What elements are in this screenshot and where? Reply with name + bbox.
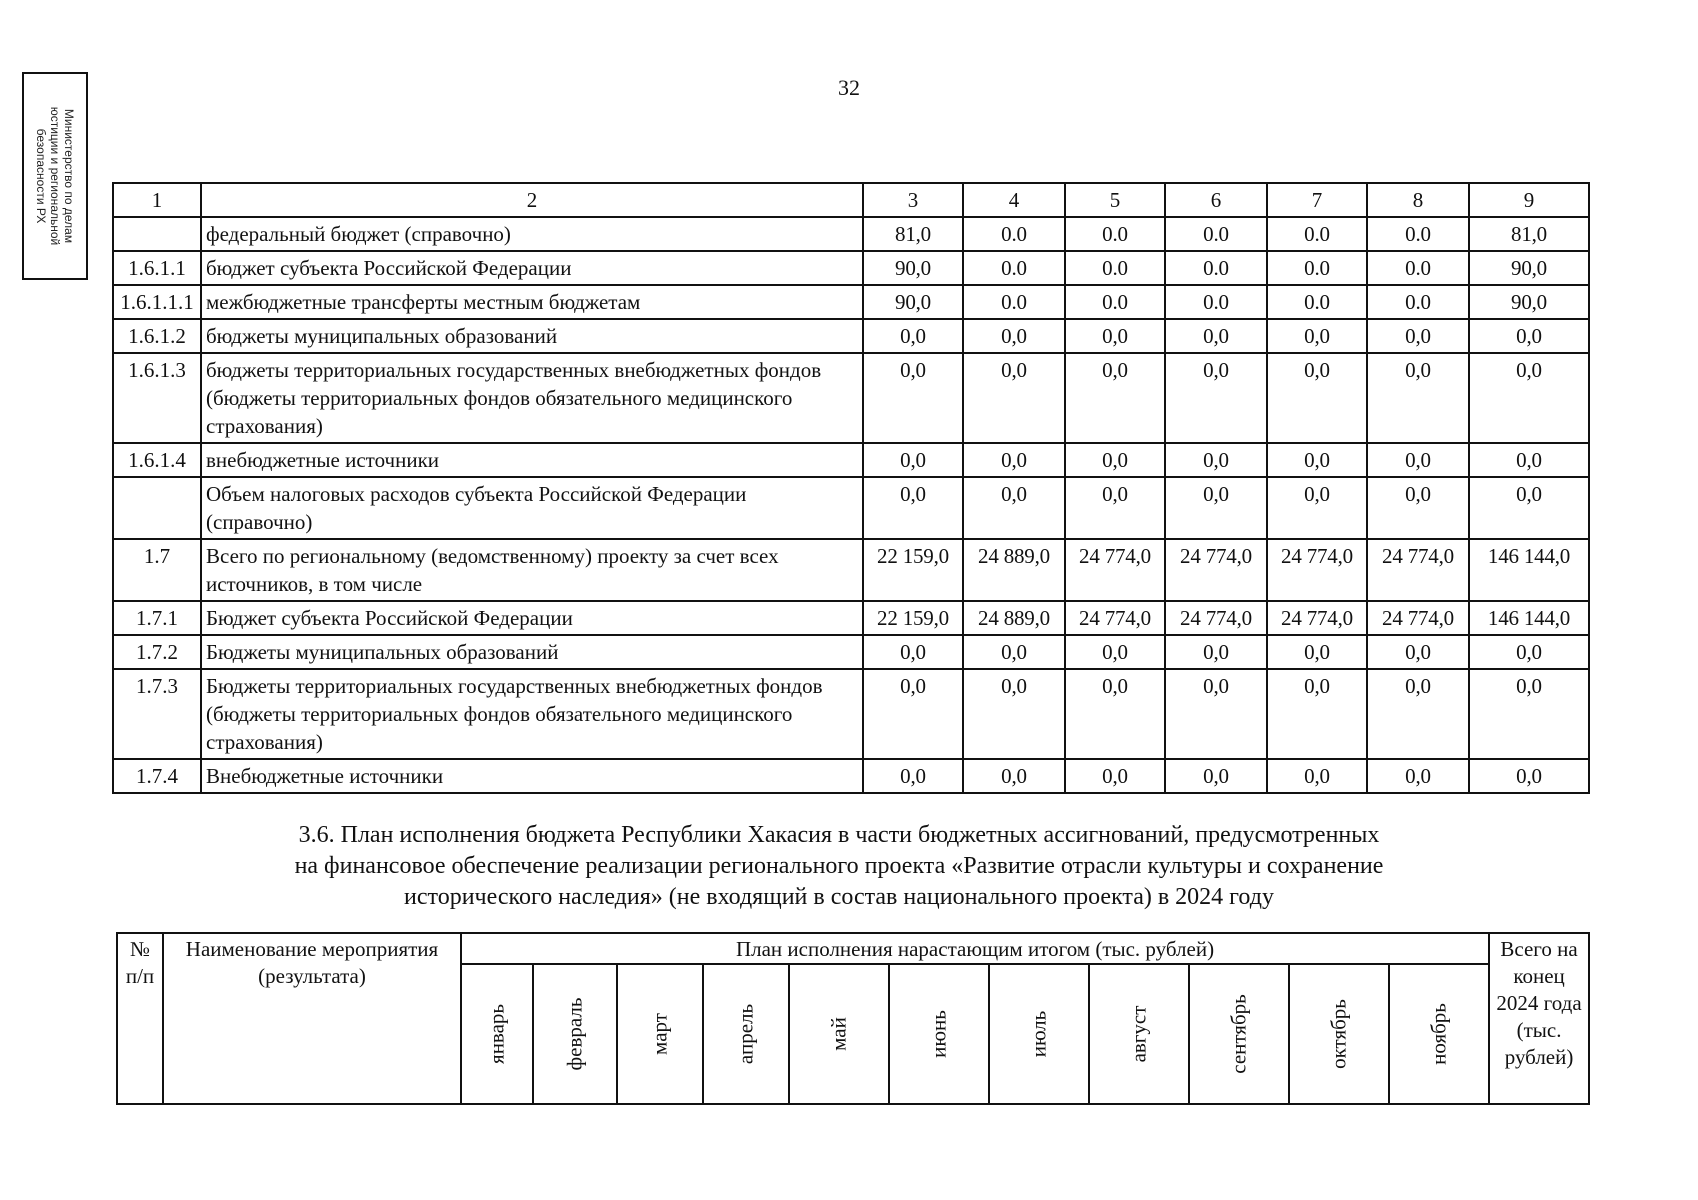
header-number: № п/п [117,933,163,1104]
row-value: 24 774,0 [1267,601,1367,635]
row-code: 1.6.1.4 [113,443,201,477]
row-value: 0,0 [963,319,1065,353]
row-value: 0,0 [863,443,963,477]
row-value: 0,0 [1065,353,1165,443]
column-number-header: 2 [201,183,863,217]
row-name: Бюджеты территориальных государственных внебюджетных фондов (бюджеты территориальных фондов обязательного медицинского страхования) [201,669,863,759]
row-value: 0,0 [863,669,963,759]
month-header [461,964,533,1104]
page-number: 32 [838,75,860,100]
header-total: Всего на конец 2024 года (тыс. рублей) [1489,933,1589,1104]
month-header [617,964,703,1104]
row-value: 0,0 [963,669,1065,759]
row-name: Бюджет субъекта Российской Федерации [201,601,863,635]
row-value: 0.0 [963,285,1065,319]
row-value: 0.0 [963,251,1065,285]
row-name: бюджеты муниципальных образований [201,319,863,353]
row-value: 0,0 [1367,353,1469,443]
month-label: январь [484,1004,509,1064]
row-name: бюджеты территориальных государственных внебюджетных фондов (бюджеты территориальных фондов обязательного медицинского страхования) [201,353,863,443]
row-value: 0,0 [863,353,963,443]
row-value: 0,0 [1367,669,1469,759]
registration-stamp [22,72,88,280]
table-row [113,669,1589,759]
table-row [113,217,1589,251]
stamp-line: безопасности РХ [34,128,48,224]
column-number-header: 8 [1367,183,1469,217]
column-number-header: 6 [1165,183,1267,217]
stamp-text [34,78,76,274]
row-value: 0,0 [1469,477,1589,539]
row-value: 0,0 [963,759,1065,793]
row-value: 0,0 [1267,353,1367,443]
header-row [113,183,1589,217]
row-value: 0,0 [1267,635,1367,669]
row-value: 0,0 [963,477,1065,539]
row-value: 0,0 [1065,319,1165,353]
row-value: 0,0 [1165,443,1267,477]
row-value: 81,0 [863,217,963,251]
month-header [789,964,889,1104]
row-code: 1.7.3 [113,669,201,759]
execution-plan-table [116,932,1590,1105]
row-value: 0,0 [1065,759,1165,793]
row-value: 0,0 [1267,443,1367,477]
month-header [989,964,1089,1104]
table-row [113,443,1589,477]
row-value: 0.0 [1065,285,1165,319]
section-title-line: 3.6. План исполнения бюджета Республики Хакасия в части бюджетных ассигнований, предусмотренных [298,822,1380,848]
row-value: 22 159,0 [863,539,963,601]
stamp-line: Министерство по делам [62,108,76,244]
table-row [113,539,1589,601]
row-name: Бюджеты муниципальных образований [201,635,863,669]
row-value: 0,0 [1267,477,1367,539]
table-row [113,601,1589,635]
row-name: межбюджетные трансферты местным бюджетам [201,285,863,319]
month-header [1089,964,1189,1104]
row-value: 0.0 [1065,217,1165,251]
row-value: 90,0 [1469,285,1589,319]
month-header [1289,964,1389,1104]
row-value: 0.0 [1165,251,1267,285]
row-value: 0.0 [1165,285,1267,319]
row-value: 0,0 [1367,635,1469,669]
header-activity-name: Наименование мероприятия (результата) [163,933,461,1104]
row-value: 24 774,0 [1165,539,1267,601]
row-value: 90,0 [863,285,963,319]
month-header [1389,964,1489,1104]
row-value: 0,0 [1065,443,1165,477]
row-value: 0,0 [1469,319,1589,353]
row-value: 24 774,0 [1367,601,1469,635]
row-value: 0.0 [1367,285,1469,319]
table-row [113,477,1589,539]
month-label: август [1126,1005,1151,1063]
row-value: 146 144,0 [1469,539,1589,601]
month-label: апрель [733,1003,758,1065]
row-name: Объем налоговых расходов субъекта Российской Федерации (справочно) [201,477,863,539]
row-value: 0,0 [863,319,963,353]
row-value: 0,0 [1367,319,1469,353]
row-value: 0.0 [1367,251,1469,285]
budget-sources-table [112,182,1590,794]
row-value: 24 774,0 [1367,539,1469,601]
row-value: 0,0 [1065,669,1165,759]
row-value: 0,0 [1165,759,1267,793]
row-value: 0,0 [863,477,963,539]
row-value: 0,0 [1367,443,1469,477]
month-label: октябрь [1326,999,1351,1069]
row-value: 0,0 [1469,443,1589,477]
row-value: 0,0 [963,353,1065,443]
row-value: 0.0 [1267,285,1367,319]
row-value: 0.0 [1065,251,1165,285]
row-code: 1.7 [113,539,201,601]
row-value: 0,0 [1469,635,1589,669]
row-name: внебюджетные источники [201,443,863,477]
month-header [703,964,789,1104]
row-code: 1.7.2 [113,635,201,669]
row-code: 1.6.1.2 [113,319,201,353]
table-row [113,319,1589,353]
row-value: 0,0 [1267,669,1367,759]
month-label: сентябрь [1226,994,1251,1074]
row-value: 0,0 [1267,759,1367,793]
row-value: 81,0 [1469,217,1589,251]
row-value: 24 774,0 [1065,601,1165,635]
row-value: 0.0 [1267,251,1367,285]
table-row [113,353,1589,443]
row-value: 0,0 [963,443,1065,477]
row-value: 0,0 [863,635,963,669]
row-value: 0.0 [963,217,1065,251]
month-label: февраль [562,997,587,1071]
row-value: 90,0 [863,251,963,285]
section-title-line: на финансовое обеспечение реализации регионального проекта «Развитие отрасли культуры и сохранение [294,853,1384,879]
row-value: 0.0 [1267,217,1367,251]
row-value: 0,0 [1065,635,1165,669]
row-value: 146 144,0 [1469,601,1589,635]
column-number-header: 1 [113,183,201,217]
row-value: 24 774,0 [1267,539,1367,601]
row-value: 0.0 [1367,217,1469,251]
column-number-header: 7 [1267,183,1367,217]
row-value: 0,0 [1165,319,1267,353]
row-value: 0,0 [1469,759,1589,793]
table-row [113,251,1589,285]
column-number-header: 5 [1065,183,1165,217]
row-value: 24 774,0 [1165,601,1267,635]
section-title-line: исторического наследия» (не входящий в состав национального проекта) в 2024 году [404,884,1274,910]
row-value: 0,0 [1165,477,1267,539]
row-code: 1.6.1.3 [113,353,201,443]
header-plan-group: План исполнения нарастающим итогом (тыс. рублей) [461,933,1489,964]
row-code: 1.6.1.1.1 [113,285,201,319]
row-name: Всего по региональному (ведомственному) проекту за счет всех источников, в том числе [201,539,863,601]
row-code: 1.7.1 [113,601,201,635]
row-code: 1.7.4 [113,759,201,793]
month-label: май [826,1017,851,1051]
row-value: 0,0 [963,635,1065,669]
table-row [113,635,1589,669]
row-code [113,217,201,251]
month-label: июнь [926,1010,951,1058]
table-row [113,759,1589,793]
row-value: 0,0 [1065,477,1165,539]
column-number-header: 3 [863,183,963,217]
month-header [533,964,617,1104]
row-value: 0,0 [1165,353,1267,443]
row-value: 0,0 [1165,635,1267,669]
row-value: 0,0 [1469,669,1589,759]
row-value: 0,0 [1367,759,1469,793]
row-code [113,477,201,539]
stamp-line: юстиции и региональной [48,106,62,246]
column-number-header: 4 [963,183,1065,217]
row-value: 0.0 [1165,217,1267,251]
row-value: 0,0 [1165,669,1267,759]
month-header [889,964,989,1104]
section-title [190,820,1488,913]
row-value: 0,0 [1367,477,1469,539]
row-name: Внебюджетные источники [201,759,863,793]
column-number-header: 9 [1469,183,1589,217]
row-value: 90,0 [1469,251,1589,285]
month-label: март [647,1013,672,1055]
row-value: 22 159,0 [863,601,963,635]
row-code: 1.6.1.1 [113,251,201,285]
row-value: 24 889,0 [963,539,1065,601]
row-value: 0,0 [1469,353,1589,443]
month-label: июль [1026,1010,1051,1058]
table-row [113,285,1589,319]
month-header [1189,964,1289,1104]
month-label: ноябрь [1426,1003,1451,1065]
row-name: бюджет субъекта Российской Федерации [201,251,863,285]
row-value: 0,0 [863,759,963,793]
row-value: 24 774,0 [1065,539,1165,601]
row-value: 0,0 [1267,319,1367,353]
row-value: 24 889,0 [963,601,1065,635]
row-name: федеральный бюджет (справочно) [201,217,863,251]
